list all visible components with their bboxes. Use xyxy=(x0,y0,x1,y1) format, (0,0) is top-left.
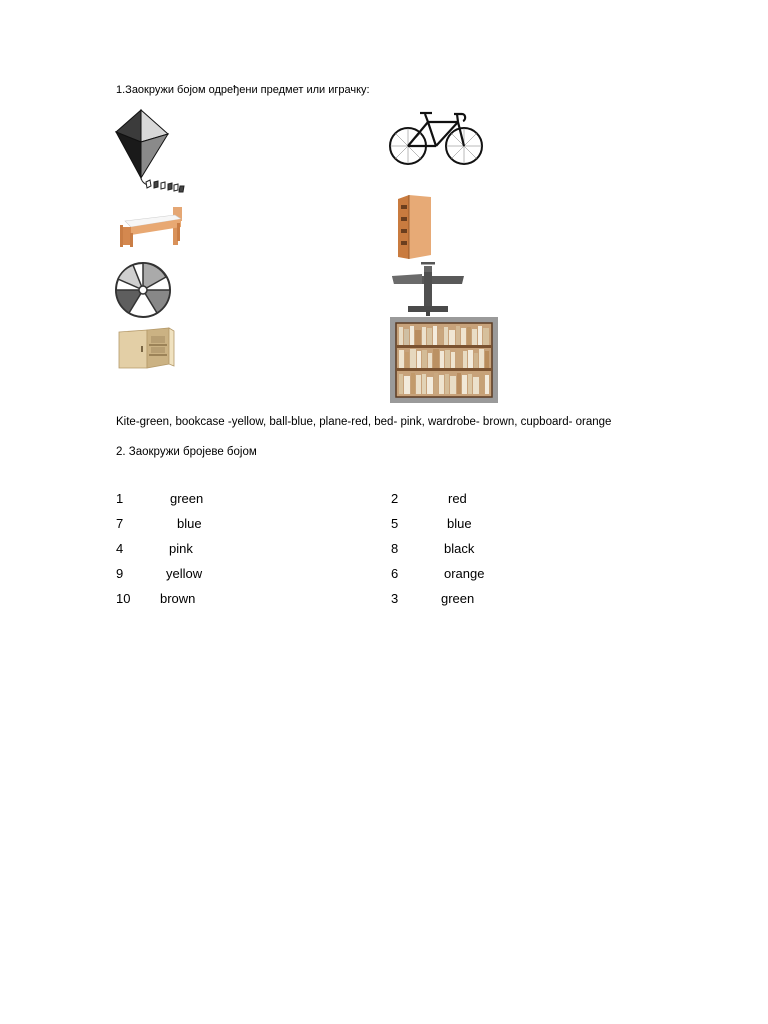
bicycle-icon xyxy=(388,108,486,168)
list-item xyxy=(391,541,531,566)
bed-icon xyxy=(117,205,185,247)
ball-icon xyxy=(113,261,173,319)
color-word: yellow xyxy=(166,566,203,581)
color-word: green xyxy=(170,491,204,506)
color-instructions: Kite-green, bookcase -yellow, ball-blue, plane-red, bed- pink, wardrobe- brown, cupboard- orange xyxy=(116,416,612,428)
list-item xyxy=(116,541,256,566)
task2-heading: 2. Заокружи бројеве бојом xyxy=(116,446,257,458)
number: 6 xyxy=(391,566,399,581)
list-item xyxy=(116,566,256,591)
number: 9 xyxy=(116,566,124,581)
list-item xyxy=(391,491,531,516)
task1-heading: 1.Заокружи бојом одређени предмет или играчку: xyxy=(116,84,370,96)
color-word: blue xyxy=(447,516,472,531)
plane-icon xyxy=(390,262,466,316)
number-list-left xyxy=(116,491,256,616)
number: 1 xyxy=(116,491,124,506)
number: 4 xyxy=(116,541,124,556)
list-item xyxy=(391,591,531,616)
color-word: red xyxy=(448,491,467,506)
number: 8 xyxy=(391,541,399,556)
bookcase-icon xyxy=(390,317,498,403)
number: 2 xyxy=(391,491,399,506)
wardrobe-icon xyxy=(393,193,435,261)
list-item xyxy=(116,516,256,541)
color-word: black xyxy=(444,541,475,556)
number: 10 xyxy=(116,591,131,606)
list-item xyxy=(391,566,531,591)
color-word: pink xyxy=(169,541,193,556)
number-list-right xyxy=(391,491,531,616)
number: 7 xyxy=(116,516,124,531)
color-word: brown xyxy=(160,591,196,606)
number: 5 xyxy=(391,516,399,531)
color-word: orange xyxy=(444,566,485,581)
kite-icon xyxy=(114,108,186,196)
number: 3 xyxy=(391,591,399,606)
cupboard-icon xyxy=(117,326,177,370)
list-item xyxy=(391,516,531,541)
list-item xyxy=(116,491,256,516)
list-item xyxy=(116,591,256,616)
color-word: blue xyxy=(177,516,202,531)
color-word: green xyxy=(441,591,475,606)
